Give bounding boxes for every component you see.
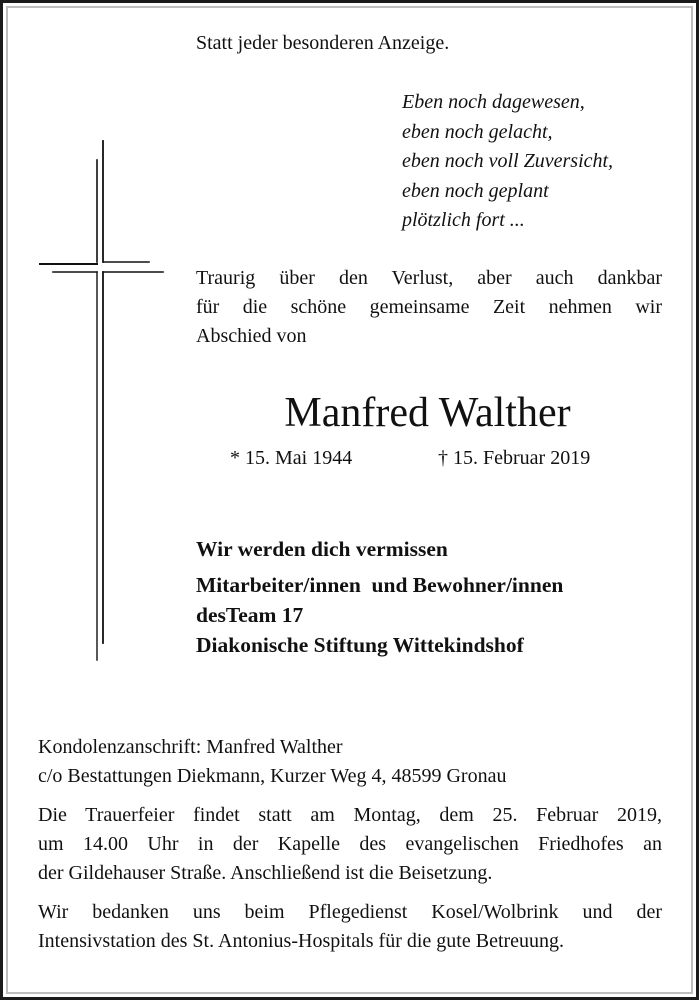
intro-line: für die schöne gemeinsame Zeit nehmen wir: [196, 296, 662, 318]
mourners: [196, 534, 563, 660]
intro-text: [196, 264, 662, 351]
funeral-line: um 14.00 Uhr in der Kapelle des evangelischen Friedhofes an: [38, 833, 662, 855]
thanks: [38, 898, 662, 956]
funeral-line: Die Trauerfeier findet statt am Montag, dem 25. Februar 2019,: [38, 804, 662, 826]
deceased-name: Manfred Walther: [284, 390, 571, 436]
thanks-line: Wir bedanken uns beim Pflegedienst Kosel/Wolbrink und der: [38, 901, 662, 923]
poem-line: eben noch gelacht,: [402, 120, 553, 143]
mourners-line: Mitarbeiter/innen und Bewohner/innen: [196, 573, 564, 597]
intro-line: Abschied von: [196, 325, 307, 347]
poem-line: plötzlich fort ...: [402, 209, 525, 231]
funeral-info: [38, 801, 662, 888]
intro-line: Traurig über den Verlust, aber auch dankbar: [196, 267, 662, 289]
mourners-line: Wir werden dich vermissen: [196, 537, 448, 561]
death-date: † 15. Februar 2019: [438, 447, 591, 469]
poem: [402, 88, 613, 236]
poem-line: eben noch voll Zuversicht,: [402, 150, 614, 172]
condolence-line: c/o Bestattungen Diekmann, Kurzer Weg 4, 48599 Gronau: [38, 765, 507, 787]
condolence-address: [38, 733, 662, 791]
notice-header: Statt jeder besonderen Anzeige.: [196, 32, 450, 54]
thanks-line: Intensivstation des St. Antonius-Hospitals für die gute Betreuung.: [38, 930, 565, 952]
funeral-line: der Gildehauser Straße. Anschließend ist die Beisetzung.: [38, 862, 493, 884]
condolence-line: Kondolenzanschrift: Manfred Walther: [38, 736, 343, 758]
poem-line: Eben noch dagewesen,: [402, 91, 585, 113]
poem-line: eben noch geplant: [402, 179, 549, 202]
mourners-line: Diakonische Stiftung Wittekindshof: [196, 633, 524, 657]
birth-date: * 15. Mai 1944: [230, 447, 353, 469]
mourners-line: desTeam 17: [196, 603, 304, 627]
footer: [38, 733, 662, 966]
